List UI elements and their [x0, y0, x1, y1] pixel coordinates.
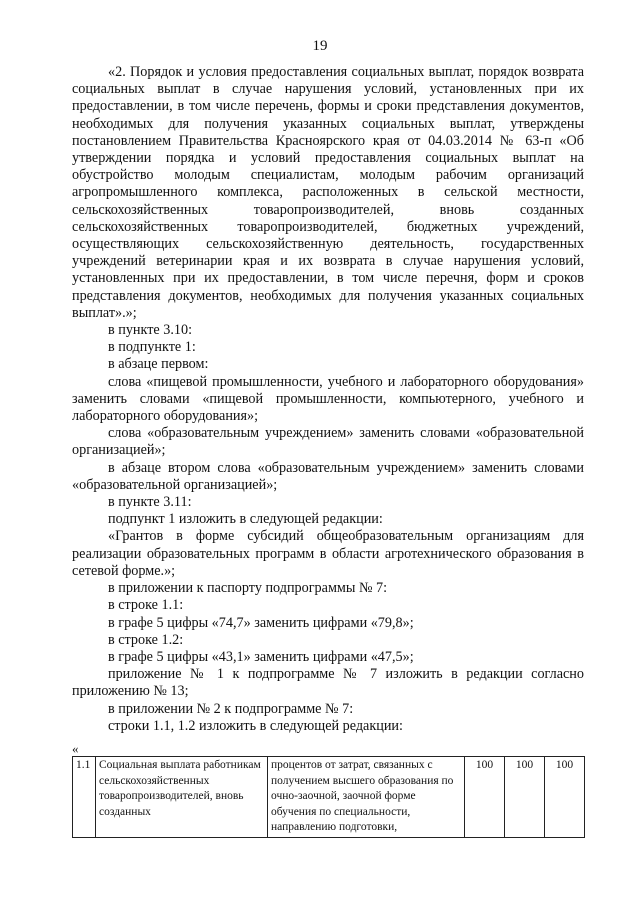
row-description: процентов от затрат, связанных с получением высшего образования по очно-заочной, заочной форме обучения по специальности, направлению подготовки, [268, 757, 465, 838]
paragraph: «Грантов в форме субсидий общеобразовательным организациям для реализации образовательных программ в области агротехнического образования в сетевой форме.»; [72, 528, 584, 579]
paragraph: в пункте 3.10: [108, 322, 193, 339]
paragraph: в графе 5 цифры «74,7» заменить цифрами «79,8»; [108, 614, 414, 631]
program-table [72, 756, 585, 838]
value-cell: 100 [545, 757, 585, 838]
value-cell: 100 [505, 757, 545, 838]
paragraph: в строке 1.2: [108, 631, 184, 648]
paragraph: «2. Порядок и условия предоставления социальных выплат, порядок возврата социальных выплат в случае нарушения условий, установленных при их предоставлении, в том числе перечень, формы и сроки представления документов, необходимых для получения указанных социальных выплат, утверждены постановлением Правительства Красноярского края от 04.03.2014 № 63-п «Об утверждении порядка и условий предоставления социальных выплат на обустройство молодым специалистам, молодым рабочим организаций агропромышленного комплекса, расположенных в сельской местности, сельскохозяйственных товаропроизводителей, вновь созданных сельскохозяйственных товаропроизводителей, бюджетных учреждений, осуществляющих сельскохозяйственную деятельность, государственных учреждений ветеринарии края и их возврата в случае нарушения условий, установленных при их предоставлении, в том числе перечня, форм и сроков представления документов, необходимых для получения указанных социальных выплат».»; [72, 64, 584, 321]
paragraph: слова «пищевой промышленности, учебного и лабораторного оборудования» заменить словами «пищевой промышленности, компьютерного, учебного и лабораторного оборудования»; [72, 373, 584, 425]
paragraph: в приложении к паспорту подпрограммы № 7: [108, 580, 388, 597]
page-number: 19 [312, 38, 328, 54]
paragraph: в пункте 3.11: [108, 494, 192, 511]
paragraph: в приложении № 2 к подпрограмме № 7: [108, 700, 354, 717]
paragraph: приложение № 1 к подпрограмме № 7 изложить в редакции согласно приложению № 13; [72, 666, 584, 700]
paragraph: в подпункте 1: [108, 339, 196, 356]
row-name: Социальная выплата работникам сельскохозяйственных товаропроизводителей, вновь созданных [96, 757, 268, 838]
paragraph: в графе 5 цифры «43,1» заменить цифрами «47,5»; [108, 648, 414, 665]
paragraph: в строке 1.1: [108, 597, 184, 614]
value-cell: 100 [465, 757, 505, 838]
quote-mark: « [72, 741, 79, 756]
document-body [72, 64, 584, 735]
paragraph: подпункт 1 изложить в следующей редакции: [108, 511, 383, 528]
paragraph: в абзаце втором слова «образовательным учреждением» заменить словами «образовательной организацией»; [72, 459, 584, 493]
paragraph: строки 1.1, 1.2 изложить в следующей редакции: [108, 717, 403, 734]
table-row [73, 757, 585, 838]
paragraph: слова «образовательным учреждением» заменить словами «образовательной организацией»; [72, 425, 584, 459]
paragraph: в абзаце первом: [108, 356, 209, 373]
row-number: 1.1 [73, 757, 96, 838]
